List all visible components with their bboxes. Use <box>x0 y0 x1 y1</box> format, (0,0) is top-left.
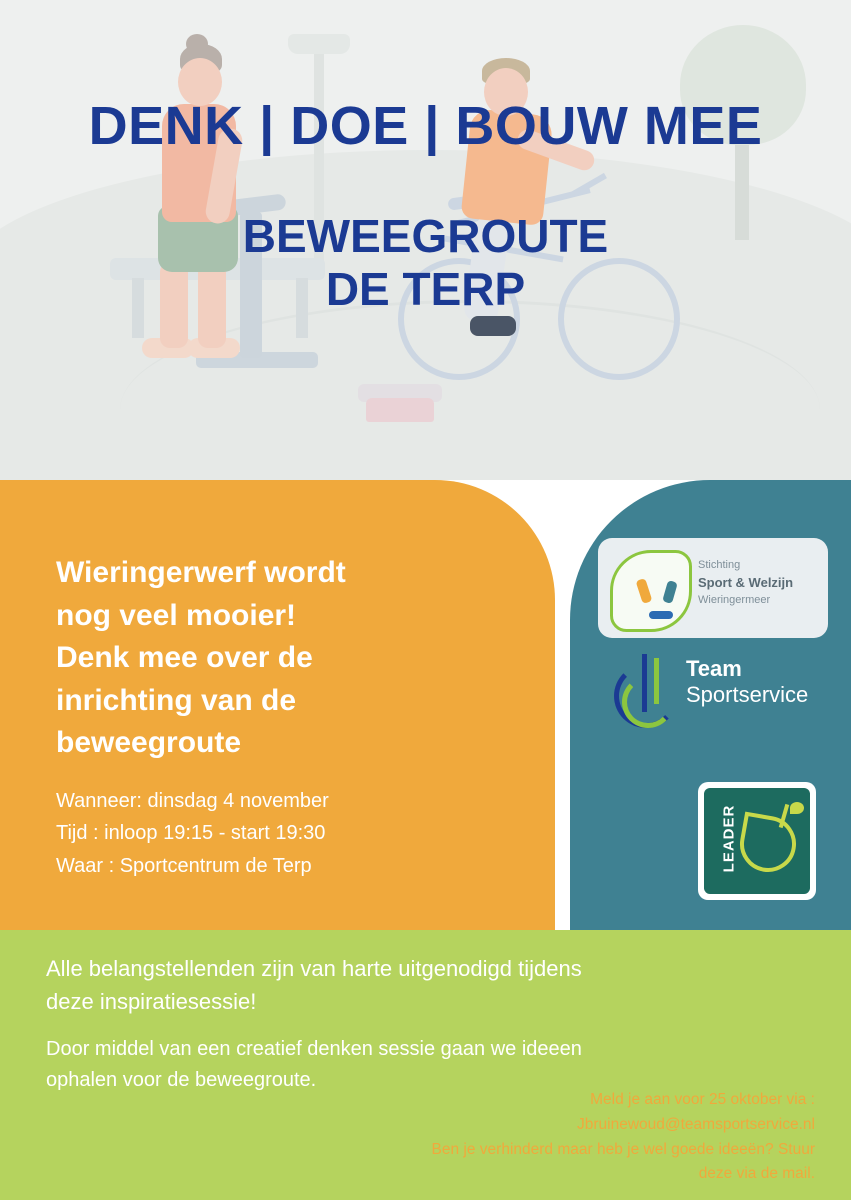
bar-icon <box>642 654 647 712</box>
bar-icon <box>654 658 659 704</box>
team-sportservice-mark-icon <box>608 652 680 732</box>
invitation-heading-line4: inrichting van de <box>56 683 297 717</box>
footer-contact-line4: deze via de mail. <box>698 1165 815 1183</box>
logo-leader <box>698 782 816 900</box>
footer-body-line1: Door middel van een creatief denken sessie gaan we ideeen <box>46 1038 582 1060</box>
leaf-tip-icon <box>790 802 804 814</box>
footer-body-line2: ophalen voor de beweegroute. <box>46 1069 317 1091</box>
leader-label: LEADER <box>720 804 738 873</box>
footer-lead <box>46 952 776 1018</box>
invitation-heading-line2: nog veel mooier! <box>56 598 297 632</box>
footer-contact <box>255 1088 815 1187</box>
sport-welzijn-line3: Wieringermeer <box>698 593 771 606</box>
footer-body <box>46 1034 746 1096</box>
footer-lead-line1: Alle belangstellenden zijn van harte uitgenodigd tijdens <box>46 956 582 981</box>
event-time: Tijd : inloop 19:15 - start 19:30 <box>56 822 326 845</box>
invitation-panel <box>0 480 555 930</box>
hero-illustration <box>0 0 851 480</box>
sport-welzijn-line2: Sport & Welzijn <box>698 574 794 590</box>
footer-contact-email[interactable]: Jbruinewoud@teamsportservice.nl <box>576 1115 815 1133</box>
lamp-head-icon <box>288 34 350 54</box>
runner-figure-icon <box>662 580 678 604</box>
poster-title: DENK | DOE | BOUW MEE <box>88 96 763 156</box>
footer-panel <box>0 930 851 1200</box>
logo-sport-welzijn <box>598 538 828 638</box>
team-sportservice-line2: Sportservice <box>686 681 809 707</box>
footer-contact-line1: Meld je aan voor 25 oktober via : <box>590 1091 815 1108</box>
cyclist-shoe-icon <box>470 316 516 336</box>
planter-base-icon <box>366 398 434 422</box>
poster-subtitle-line1: BEWEEGROUTE <box>242 210 609 262</box>
poster-subtitle <box>0 210 851 316</box>
arc-icon <box>622 676 674 728</box>
invitation-heading-line3: Denk mee over de <box>56 641 313 675</box>
event-location: Waar : Sportcentrum de Terp <box>56 854 312 877</box>
logo-team-sportservice <box>604 648 824 736</box>
sport-welzijn-emblem-icon <box>610 550 692 632</box>
team-sportservice-wordmark <box>686 656 808 708</box>
invitation-heading <box>56 552 496 765</box>
person-hair-bun-icon <box>186 34 208 54</box>
invitation-heading-line1: Wieringerwerf wordt <box>56 556 346 589</box>
sport-welzijn-wordmark <box>698 558 793 609</box>
sport-welzijn-line1: Stichting <box>698 559 741 571</box>
footer-contact-line3: Ben je verhinderd maar heb je wel goede ideeën? Stuur <box>431 1140 815 1158</box>
leaf-icon <box>736 812 801 877</box>
swimmer-figure-icon <box>649 611 673 619</box>
runner-figure-icon <box>636 578 653 604</box>
poster-subtitle-line2: DE TERP <box>325 262 526 315</box>
leader-badge <box>704 788 810 894</box>
team-sportservice-line1: Team <box>686 656 742 681</box>
invitation-heading-line5: beweegroute <box>56 726 242 760</box>
event-details <box>56 785 516 882</box>
footer-lead-line2: deze inspiratiesessie! <box>46 989 257 1014</box>
event-date: Wanneer: dinsdag 4 november <box>56 790 329 812</box>
